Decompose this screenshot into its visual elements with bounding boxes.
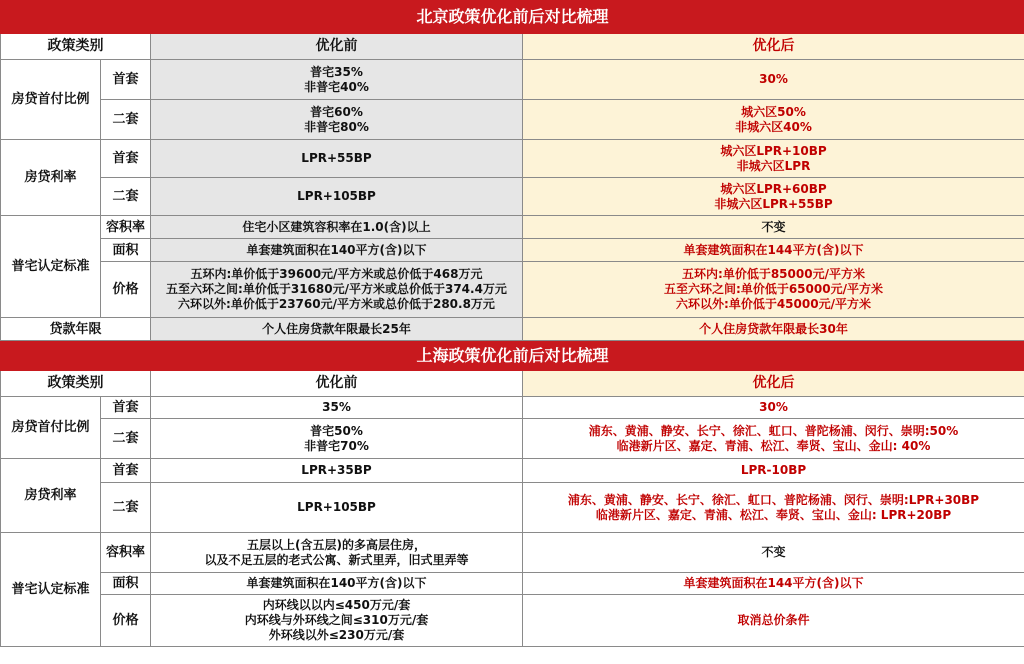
shanghai-rate-first-after [523, 459, 1024, 483]
beijing-dp-second-label: 二套 [101, 100, 151, 140]
beijing-far-label: 容积率 [101, 216, 151, 239]
cell-line: 个人住房贷款年限最长25年 [262, 321, 411, 336]
beijing-area-before [151, 239, 523, 262]
beijing-dp-second-after [523, 100, 1024, 140]
shanghai-rate-first-before [151, 459, 523, 483]
beijing-rate-second-after [523, 178, 1024, 216]
beijing-rate-first-after [523, 140, 1024, 178]
shanghai-header-after: 优化后 [523, 371, 1024, 397]
cell-line: LPR+35BP [301, 463, 372, 477]
cell-line: 30% [759, 400, 788, 414]
shanghai-rate-label: 房贷利率 [1, 459, 101, 533]
shanghai-dp-second-label: 二套 [101, 419, 151, 459]
shanghai-price-label: 价格 [101, 595, 151, 647]
shanghai-rate-second-after [523, 483, 1024, 533]
cell-line: 非普宅40% [304, 79, 369, 94]
cell-line: 城六区LPR+60BP [720, 181, 827, 196]
cell-line: 城六区LPR+10BP [720, 143, 827, 158]
shanghai-dp-second-after [523, 419, 1024, 459]
beijing-rate-first-label: 首套 [101, 140, 151, 178]
cell-line: 普宅35% [310, 64, 363, 79]
cell-line: 单套建筑面积在144平方(含)以下 [683, 242, 864, 257]
beijing-header-before: 优化前 [151, 34, 523, 60]
beijing-far-before [151, 216, 523, 239]
cell-line: 单套建筑面积在140平方(含)以下 [246, 576, 427, 590]
shanghai-rate-second-label: 二套 [101, 483, 151, 533]
cell-line: 临港新片区、嘉定、青浦、松江、奉贤、宝山、金山: 40% [616, 438, 931, 453]
beijing-header-after: 优化后 [523, 34, 1024, 60]
cell-line: 非普宅70% [304, 438, 369, 453]
cell-line: 浦东、黄浦、静安、长宁、徐汇、虹口、普陀杨浦、闵行、崇明:50% [588, 423, 959, 438]
cell-line: 临港新片区、嘉定、青浦、松江、奉贤、宝山、金山: LPR+20BP [595, 507, 952, 522]
cell-line: 五环内:单价低于85000元/平方米 [682, 267, 865, 281]
cell-line: 五环内:单价低于39600元/平方米或总价低于468万元 [190, 267, 483, 281]
shanghai-dp-first-label: 首套 [101, 397, 151, 419]
cell-line: 不变 [761, 545, 786, 559]
beijing-area-label: 面积 [101, 239, 151, 262]
cell-line: 取消总价条件 [737, 613, 810, 627]
cell-line: 非城六区LPR [736, 158, 811, 173]
beijing-dp-first-after [523, 60, 1024, 100]
cell-line: 不变 [761, 219, 786, 234]
cell-line: LPR+105BP [297, 189, 376, 203]
cell-line: 五层以上(含五层)的多高层住房， [247, 537, 426, 552]
beijing-price-after [523, 262, 1024, 318]
shanghai-title: 上海政策优化前后对比梳理 [1, 341, 1024, 371]
shanghai-header-category: 政策类别 [1, 371, 151, 397]
beijing-dp-first-label: 首套 [101, 60, 151, 100]
shanghai-dp-second-before [151, 419, 523, 459]
cell-line: 五至六环之间:单价低于65000元/平方米 [664, 282, 883, 296]
cell-line: LPR+55BP [301, 151, 372, 165]
beijing-far-after [523, 216, 1024, 239]
shanghai-header-before: 优化前 [151, 371, 523, 397]
shanghai-standard-label: 普宅认定标准 [1, 533, 101, 647]
cell-line: 非城六区LPR+55BP [714, 196, 833, 211]
cell-line: 非城六区40% [735, 119, 812, 134]
cell-line: 六环以外:单价低于45000元/平方米 [676, 297, 871, 311]
shanghai-area-before [151, 573, 523, 595]
beijing-header-category: 政策类别 [1, 34, 151, 60]
shanghai-far-after [523, 533, 1024, 573]
shanghai-down-payment-label: 房贷首付比例 [1, 397, 101, 459]
cell-line: 城六区50% [741, 104, 806, 119]
cell-line: 五至六环之间:单价低于31680元/平方米或总价低于374.4万元 [166, 282, 507, 296]
shanghai-far-before [151, 533, 523, 573]
shanghai-dp-first-after [523, 397, 1024, 419]
beijing-area-after [523, 239, 1024, 262]
shanghai-price-after [523, 595, 1024, 647]
beijing-dp-second-before [151, 100, 523, 140]
beijing-term-label: 贷款年限 [1, 318, 151, 341]
cell-line: 单套建筑面积在140平方(含)以下 [246, 242, 427, 257]
cell-line: 35% [322, 400, 351, 414]
shanghai-dp-first-before [151, 397, 523, 419]
beijing-term-before [151, 318, 523, 341]
cell-line: 外环线以外≤230万元/套 [268, 628, 405, 642]
cell-line: 30% [759, 72, 788, 86]
cell-line: 内环线以以内≤450万元/套 [262, 598, 411, 612]
beijing-rate-first-before [151, 140, 523, 178]
cell-line: 普宅50% [310, 423, 363, 438]
beijing-down-payment-label: 房贷首付比例 [1, 60, 101, 140]
shanghai-price-before [151, 595, 523, 647]
cell-line: 非普宅80% [304, 119, 369, 134]
beijing-price-before [151, 262, 523, 318]
cell-line: LPR+105BP [297, 500, 376, 514]
beijing-term-after [523, 318, 1024, 341]
cell-line: LPR-10BP [740, 463, 807, 477]
beijing-dp-first-before [151, 60, 523, 100]
shanghai-area-after [523, 573, 1024, 595]
cell-line: 六环以外:单价低于23760元/平方米或总价低于280.8万元 [178, 297, 495, 311]
cell-line: 个人住房贷款年限最长30年 [699, 321, 848, 336]
shanghai-area-label: 面积 [101, 573, 151, 595]
beijing-rate-label: 房贷利率 [1, 140, 101, 216]
shanghai-far-label: 容积率 [101, 533, 151, 573]
cell-line: 内环线与外环线之间≤310万元/套 [244, 613, 429, 627]
cell-line: 单套建筑面积在144平方(含)以下 [683, 576, 864, 590]
shanghai-rate-second-before [151, 483, 523, 533]
beijing-standard-label: 普宅认定标准 [1, 216, 101, 318]
cell-line: 浦东、黄浦、静安、长宁、徐汇、虹口、普陀杨浦、闵行、崇明:LPR+30BP [567, 492, 980, 507]
beijing-title: 北京政策优化前后对比梳理 [1, 1, 1024, 34]
cell-line: 普宅60% [310, 104, 363, 119]
beijing-rate-second-before [151, 178, 523, 216]
shanghai-rate-first-label: 首套 [101, 459, 151, 483]
beijing-price-label: 价格 [101, 262, 151, 318]
cell-line: 以及不足五层的老式公寓、新式里弄，旧式里弄等 [204, 552, 469, 567]
beijing-rate-second-label: 二套 [101, 178, 151, 216]
cell-line: 住宅小区建筑容积率在1.0(含)以上 [242, 219, 431, 234]
